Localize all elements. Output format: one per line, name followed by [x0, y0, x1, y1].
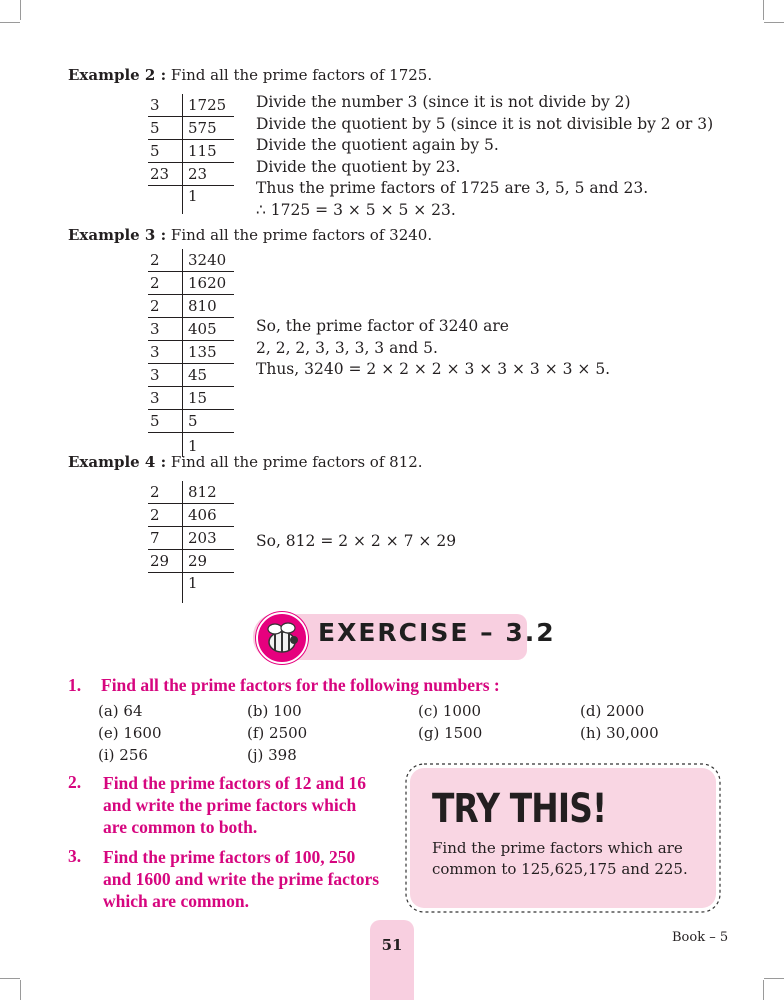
question-line: and 1600 and write the prime factors: [103, 869, 380, 889]
quotient: 1620: [183, 272, 235, 295]
question-line: Find the prime factors of 12 and 16: [103, 773, 366, 793]
try-this-text: [432, 838, 696, 880]
question-number: 2.: [68, 772, 82, 792]
option: (d) 2000: [580, 702, 645, 720]
example-2-explanation: [256, 92, 713, 221]
explanation-line: So, 812 = 2 × 2 × 7 × 29: [256, 532, 457, 550]
quotient: 45: [183, 364, 235, 387]
quotient: 23: [183, 163, 235, 186]
page-number: 51: [381, 936, 403, 954]
explanation-line: 2, 2, 2, 3, 3, 3, 3 and 5.: [256, 338, 438, 357]
crop-mark: [0, 978, 20, 979]
option: (a) 64: [98, 702, 143, 720]
option: (c) 1000: [418, 702, 482, 720]
divisor: 3: [148, 318, 183, 341]
quotient: 3240: [183, 249, 235, 272]
bee-icon: [258, 614, 306, 662]
question-text: [103, 772, 387, 838]
question-text: [103, 846, 397, 912]
divisor: 5: [148, 410, 183, 433]
crop-mark: [763, 0, 764, 20]
divisor: 3: [148, 364, 183, 387]
try-this-line: common to 125,625,175 and 225.: [432, 860, 688, 878]
divisor: 3: [148, 94, 183, 117]
crop-mark: [764, 22, 784, 23]
explanation-line: Divide the quotient by 5 (since it is not divisible by 2 or 3): [256, 114, 714, 133]
example-3-heading: [68, 226, 432, 244]
try-this-title: TRY THIS!: [432, 786, 607, 832]
example-label: Example 3 :: [68, 226, 167, 244]
quotient: 1: [183, 573, 235, 604]
option: (b) 100: [247, 702, 302, 720]
divisor: 2: [148, 504, 183, 527]
question-line: Find the prime factors of 100, 250: [103, 847, 356, 867]
option: (j) 398: [247, 746, 297, 764]
division-table-812: [148, 481, 234, 603]
quotient: 1: [183, 186, 235, 215]
explanation-line: Thus the prime factors of 1725 are 3, 5, 5 and 23.: [256, 179, 649, 197]
explanation-line: Divide the quotient again by 5.: [256, 136, 499, 154]
quotient: 812: [183, 481, 235, 504]
explanation-line: Divide the number 3 (since it is not divide by 2): [256, 93, 631, 111]
crop-mark: [764, 978, 784, 979]
divisor: 2: [148, 295, 183, 318]
option: (i) 256: [98, 746, 148, 764]
divisor: 2: [148, 481, 183, 504]
example-4-explanation: [256, 531, 456, 553]
explanation-line: ∴ 1725 = 3 × 5 × 5 × 23.: [256, 200, 456, 219]
divisor: 5: [148, 140, 183, 163]
crop-mark: [20, 0, 21, 20]
quotient: 29: [183, 550, 235, 573]
quotient: 1725: [183, 94, 235, 117]
divisor: 3: [148, 387, 183, 410]
quotient: 135: [183, 341, 235, 364]
division-table-1725: [148, 94, 234, 214]
quotient: 406: [183, 504, 235, 527]
question-line: are common to both.: [103, 817, 258, 837]
explanation-line: Thus, 3240 = 2 × 2 × 2 × 3 × 3 × 3 × 3 × 5.: [256, 360, 611, 378]
question-text: Find all the prime factors for the following numbers :: [101, 675, 500, 695]
question-line: which are common.: [103, 891, 249, 911]
option: (e) 1600: [98, 724, 162, 742]
quotient: 5: [183, 410, 235, 433]
example-label: Example 4 :: [68, 453, 167, 471]
divisor: 2: [148, 249, 183, 272]
page-number-tab: [370, 920, 414, 1000]
crop-mark: [763, 980, 764, 1000]
question-line: and write the prime factors which: [103, 795, 357, 815]
crop-mark: [20, 980, 21, 1000]
division-table-3240: [148, 249, 234, 457]
crop-mark: [0, 22, 20, 23]
example-3-explanation: [256, 316, 610, 381]
quotient: 1: [183, 433, 235, 458]
book-label: Book – 5: [672, 930, 729, 945]
try-this-line: Find the prime factors which are: [432, 839, 683, 857]
option: (g) 1500: [418, 724, 483, 742]
quotient: 203: [183, 527, 235, 550]
explanation-line: Divide the quotient by 23.: [256, 157, 461, 176]
example-label: Example 2 :: [68, 66, 167, 84]
divisor: [148, 186, 183, 215]
divisor: 3: [148, 341, 183, 364]
quotient: 810: [183, 295, 235, 318]
example-4-heading: [68, 453, 423, 471]
divisor: [148, 573, 183, 604]
question-number: 3.: [68, 846, 82, 866]
option: (h) 30,000: [580, 724, 659, 742]
example-question: Find all the prime factors of 3240.: [170, 226, 433, 244]
divisor: 23: [148, 163, 183, 186]
quotient: 15: [183, 387, 235, 410]
example-question: Find all the prime factors of 1725.: [170, 66, 433, 84]
divisor: 7: [148, 527, 183, 550]
quotient: 405: [183, 318, 235, 341]
exercise-badge: [256, 612, 308, 664]
divisor: 5: [148, 117, 183, 140]
example-question: Find all the prime factors of 812.: [170, 453, 423, 471]
divisor: 2: [148, 272, 183, 295]
question-number: 1.: [68, 675, 82, 695]
exercise-title: EXERCISE – 3.2: [318, 618, 556, 647]
divisor: 29: [148, 550, 183, 573]
explanation-line: So, the prime factor of 3240 are: [256, 317, 509, 335]
option: (f) 2500: [247, 724, 308, 742]
quotient: 575: [183, 117, 235, 140]
example-2-heading: [68, 66, 432, 84]
quotient: 115: [183, 140, 235, 163]
